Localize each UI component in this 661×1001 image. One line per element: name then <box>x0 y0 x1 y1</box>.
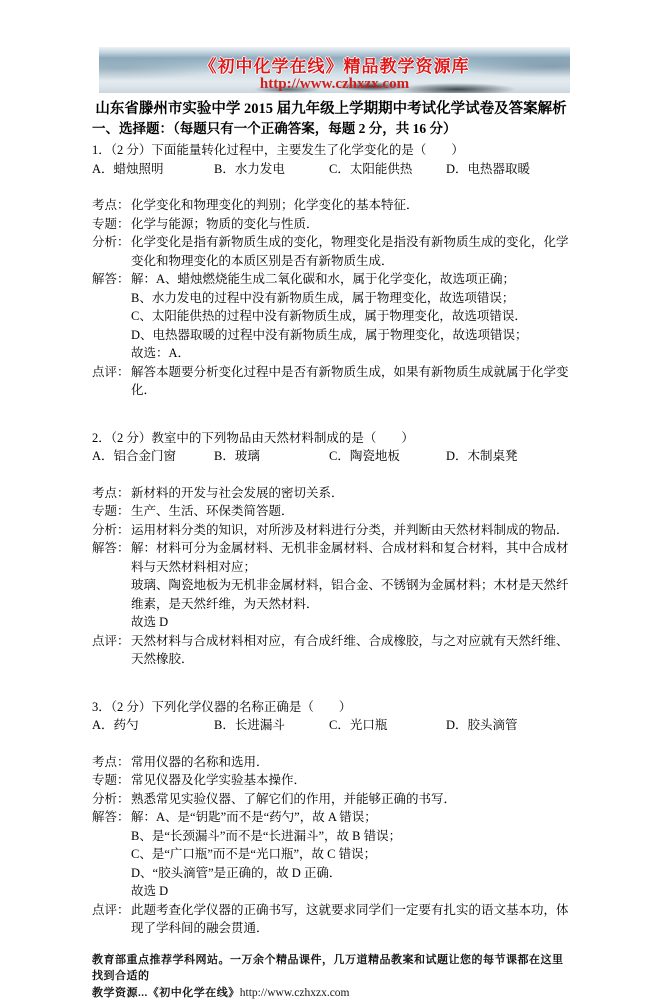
analysis-label: 考点： <box>92 484 131 503</box>
analysis-text: 此题考查化学仪器的正确书写，这就要求同学们一定要有扎实的语文基本功，体现了学科间的融会贯通． <box>131 901 570 938</box>
analysis-content <box>131 632 570 669</box>
site-banner <box>99 47 570 93</box>
option: B．玻璃 <box>214 447 329 466</box>
question-block-3 <box>92 698 570 938</box>
analysis-row-kaodian <box>92 196 570 215</box>
analysis-content <box>131 753 570 772</box>
analysis-row-zhuanti <box>92 771 570 790</box>
analysis-text: 天然材料与合成材料相对应，有合成纤维、合成橡胶，与之对应就有天然纤维、天然橡胶． <box>131 632 570 669</box>
analysis-content <box>131 539 570 632</box>
analysis-text: D、电热器取暖的过程中没有新物质生成，属于物理变化，故选项错误； <box>131 326 570 345</box>
analysis-text: 故选 D <box>131 613 570 632</box>
analysis-text: 化学与能源；物质的变化与性质． <box>131 215 570 234</box>
analysis-content <box>131 808 570 901</box>
option: C．太阳能供热 <box>329 160 446 179</box>
option: D．胶头滴管 <box>446 716 570 735</box>
option: C．陶瓷地板 <box>329 447 446 466</box>
analysis-label: 专题： <box>92 771 131 790</box>
question-stem: 3．（2 分）下列化学仪器的名称正确是（ ） <box>92 698 570 717</box>
analysis-row-dianping <box>92 363 570 400</box>
analysis-text: B、是“长颈漏斗”而不是“长进漏斗”，故 B 错误； <box>131 827 570 846</box>
analysis-content <box>131 233 570 270</box>
analysis-text: 运用材料分类的知识，对所涉及材料进行分类，并判断由天然材料制成的物品． <box>131 521 570 540</box>
analysis-text: 化学变化是指有新物质生成的变化，物理变化是指没有新物质生成的变化，化学变化和物理变化的本质区别是否有新物质生成． <box>131 233 570 270</box>
analysis-text: 常用仪器的名称和选用． <box>131 753 570 772</box>
analysis-content <box>131 196 570 215</box>
analysis-content <box>131 790 570 809</box>
promo-footer-line1: 教育部重点推荐学科网站。一万余个精品课件，几万道精品教案和试题让您的每节课都在这里找到合适的 <box>92 952 570 985</box>
analysis-row-fenxi <box>92 521 570 540</box>
promo-footer <box>92 952 570 1001</box>
option: A．药勺 <box>92 716 214 735</box>
analysis-row-kaodian <box>92 753 570 772</box>
analysis-row-jieda <box>92 808 570 901</box>
analysis-label: 分析： <box>92 521 131 540</box>
option: A．蜡烛照明 <box>92 160 214 179</box>
question-block-2 <box>92 429 570 669</box>
analysis-label: 考点： <box>92 753 131 772</box>
question-stem: 1．（2 分）下面能量转化过程中，主要发生了化学变化的是（ ） <box>92 141 570 160</box>
analysis-row-zhuanti <box>92 502 570 521</box>
analysis-row-jieda <box>92 539 570 632</box>
analysis-content <box>131 771 570 790</box>
options-row <box>92 160 570 179</box>
analysis-label: 分析： <box>92 233 131 270</box>
analysis-text: 解：A、蜡烛燃烧能生成二氧化碳和水，属于化学变化，故选项正确； <box>131 270 570 289</box>
analysis-row-zhuanti <box>92 215 570 234</box>
analysis-content <box>131 215 570 234</box>
page-title: 山东省滕州市实验中学 2015 届九年级上学期期中考试化学试卷及答案解析 <box>92 99 570 119</box>
option: D．木制桌凳 <box>446 447 570 466</box>
question-block-1 <box>92 141 570 400</box>
analysis-content <box>131 521 570 540</box>
analysis-text: 常见仪器及化学实验基本操作． <box>131 771 570 790</box>
analysis-text: 新材料的开发与社会发展的密切关系． <box>131 484 570 503</box>
promo-footer-url: http://www.czhxzx.com <box>240 987 350 999</box>
analysis-row-jieda <box>92 270 570 363</box>
analysis-row-fenxi <box>92 790 570 809</box>
analysis-content <box>131 502 570 521</box>
option: A．铝合金门窗 <box>92 447 214 466</box>
analysis-label: 点评： <box>92 632 131 669</box>
analysis-text: 解答本题要分析变化过程中是否有新物质生成，如果有新物质生成就属于化学变化． <box>131 363 570 400</box>
analysis-label: 专题： <box>92 502 131 521</box>
analysis-label: 解答： <box>92 270 131 363</box>
analysis-text: B、水力发电的过程中没有新物质生成，属于物理变化，故选项错误； <box>131 289 570 308</box>
options-row <box>92 447 570 466</box>
analysis-content <box>131 901 570 938</box>
analysis-label: 点评： <box>92 901 131 938</box>
analysis-label: 分析： <box>92 790 131 809</box>
analysis-label: 解答： <box>92 808 131 901</box>
analysis-text: C、太阳能供热的过程中没有新物质生成，属于物理变化，故选项错误． <box>131 307 570 326</box>
promo-footer-text: 教学资源...《初中化学在线》 <box>92 987 240 999</box>
analysis-row-kaodian <box>92 484 570 503</box>
section-heading: 一、选择题：（每题只有一个正确答案，每题 2 分，共 16 分） <box>92 119 570 138</box>
analysis-row-dianping <box>92 632 570 669</box>
analysis-text: C、是“广口瓶”而不是“光口瓶”，故 C 错误； <box>131 845 570 864</box>
analysis-label: 专题： <box>92 215 131 234</box>
analysis-text: D、“胶头滴管”是正确的，故 D 正确． <box>131 864 570 883</box>
analysis-text: 生产、生活、环保类简答题． <box>131 502 570 521</box>
analysis-content <box>131 270 570 363</box>
analysis-text: 熟悉常见实验仪器、了解它们的作用，并能够正确的书写． <box>131 790 570 809</box>
option: B．长进漏斗 <box>214 716 329 735</box>
analysis-label: 解答： <box>92 539 131 632</box>
analysis-text: 解：材料可分为金属材料、无机非金属材料、合成材料和复合材料，其中合成材料与天然材料相对应； <box>131 539 570 576</box>
analysis-label: 点评： <box>92 363 131 400</box>
analysis-text: 玻璃、陶瓷地板为无机非金属材料，铝合金、不锈钢为金属材料；木材是天然纤维素，是天然纤维，为天然材料． <box>131 576 570 613</box>
analysis-text: 故选：A． <box>131 344 570 363</box>
analysis-label: 考点： <box>92 196 131 215</box>
analysis-text: 解：A、是“钥匙”而不是“药勺”，故 A 错误； <box>131 808 570 827</box>
option: B．水力发电 <box>214 160 329 179</box>
option: D．电热器取暖 <box>446 160 570 179</box>
question-stem: 2．（2 分）教室中的下列物品由天然材料制成的是（ ） <box>92 429 570 448</box>
site-banner-url: http://www.czhxzx.com <box>99 76 570 93</box>
site-banner-title: 《初中化学在线》精品教学资源库 <box>99 52 570 77</box>
analysis-content <box>131 484 570 503</box>
analysis-text: 化学变化和物理变化的判别；化学变化的基本特征． <box>131 196 570 215</box>
spacer <box>92 466 570 484</box>
document-page <box>92 0 570 1001</box>
promo-footer-line2 <box>92 985 570 1001</box>
spacer <box>92 735 570 753</box>
spacer <box>92 178 570 196</box>
analysis-row-dianping <box>92 901 570 938</box>
analysis-content <box>131 363 570 400</box>
option: C．光口瓶 <box>329 716 446 735</box>
analysis-text: 故选 D <box>131 882 570 901</box>
analysis-row-fenxi <box>92 233 570 270</box>
options-row <box>92 716 570 735</box>
